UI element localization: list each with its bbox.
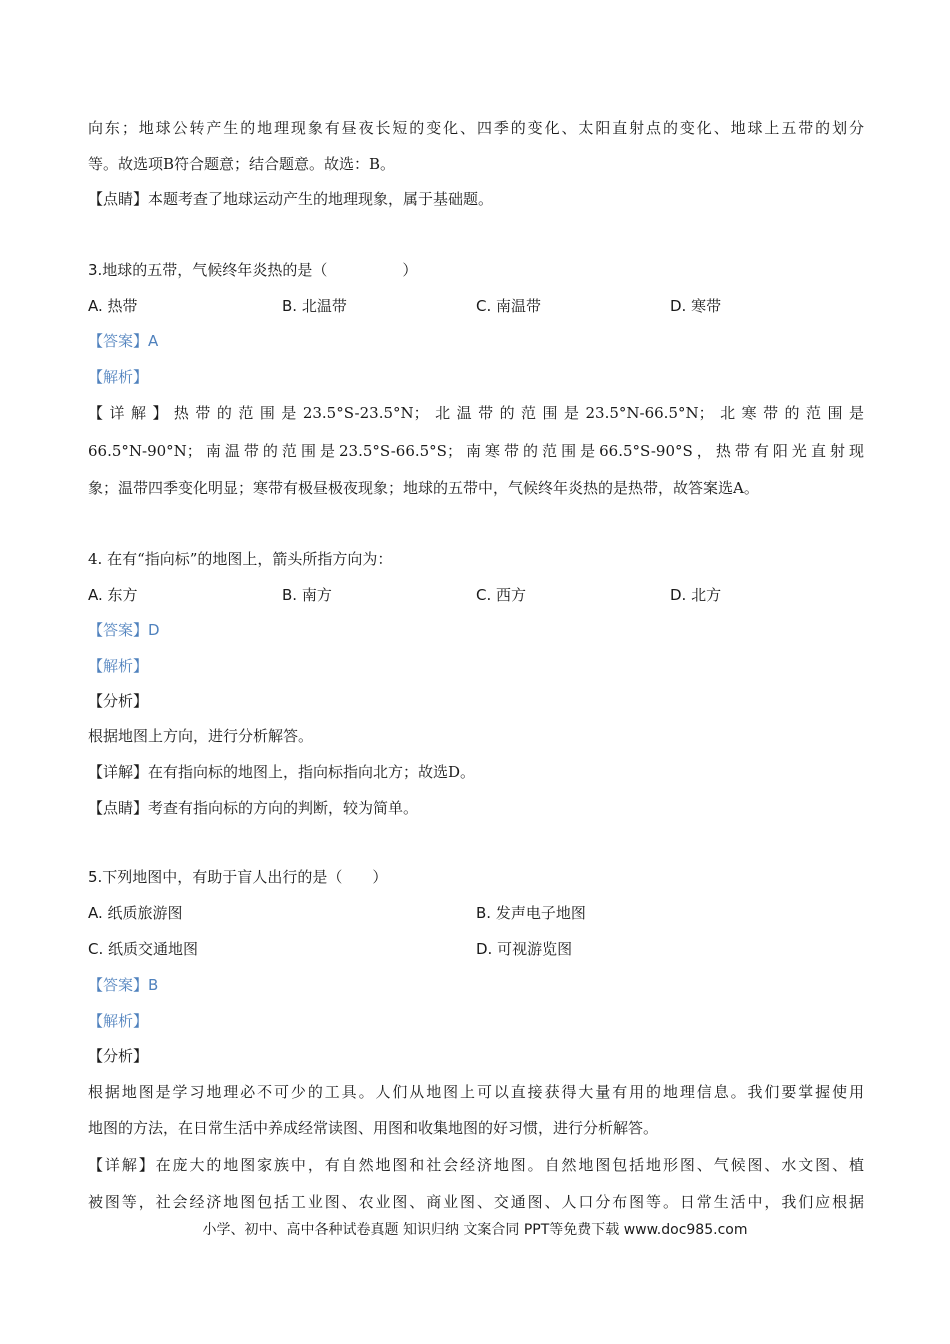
q5-option-c: C. 纸质交通地图 (88, 940, 199, 958)
q3-option-d: D. 寒带 (670, 297, 722, 315)
q5-detail-line: 被图等，社会经济地图包括工业图、农业图、商业图、交通图、人口分布图等。日常生活中，我们应根据 (88, 1193, 864, 1211)
q5-option-d: D. 可视游览图 (476, 940, 573, 958)
q3-detail-line: 【详解】热带的范围是23.5°S-23.5°N；北温带的范围是23.5°N-66.5°N；北寒带的范围是 (88, 404, 864, 422)
explanation-line: 向东；地球公转产生的地理现象有昼夜长短的变化、四季的变化、太阳直射点的变化、地球上五带的划分 (88, 119, 864, 137)
note-line: 【点睛】本题考查了地球运动产生的地理现象，属于基础题。 (88, 190, 494, 208)
q5-option-a: A. 纸质旅游图 (88, 904, 183, 922)
q4-fenxi-text: 根据地图上方向，进行分析解答。 (88, 727, 314, 745)
q4-option-d: D. 北方 (670, 586, 722, 604)
q5-detail-line: 【详解】在庞大的地图家族中，有自然地图和社会经济地图。自然地图包括地形图、气候图、水文图、植 (88, 1156, 864, 1174)
q5-fenxi-line: 地图的方法，在日常生活中养成经常读图、用图和收集地图的好习惯，进行分析解答。 (88, 1119, 659, 1137)
question-3-stem: 3.地球的五带，气候终年炎热的是（ ） (88, 261, 418, 279)
q3-option-c: C. 南温带 (476, 297, 542, 315)
explanation-line: 等。故选项B符合题意；结合题意。故选：B。 (88, 155, 396, 173)
q4-analysis-label: 【解析】 (88, 657, 149, 675)
q4-option-b: B. 南方 (282, 586, 332, 604)
q4-option-c: C. 西方 (476, 586, 527, 604)
q5-analysis-label: 【解析】 (88, 1012, 149, 1030)
q5-answer: 【答案】B (88, 976, 159, 994)
question-5-stem: 5.下列地图中，有助于盲人出行的是（ ） (88, 868, 388, 886)
q3-analysis-label: 【解析】 (88, 368, 149, 386)
q5-option-b: B. 发声电子地图 (476, 904, 586, 922)
q3-option-a: A. 热带 (88, 297, 138, 315)
q4-answer: 【答案】D (88, 621, 160, 639)
q5-fenxi-label: 【分析】 (88, 1047, 149, 1065)
q3-detail-line: 66.5°N-90°N；南温带的范围是23.5°S-66.5°S；南寒带的范围是66.5°S-90°S，热带有阳光直射现 (88, 442, 864, 460)
q3-option-b: B. 北温带 (282, 297, 347, 315)
q4-note: 【点睛】考查有指向标的方向的判断，较为简单。 (88, 799, 419, 817)
q3-answer: 【答案】A (88, 332, 159, 350)
q5-fenxi-line: 根据地图是学习地理必不可少的工具。人们从地图上可以直接获得大量有用的地理信息。我们要掌握使用 (88, 1083, 864, 1101)
page-footer: 小学、初中、高中各种试卷真题 知识归纳 文案合同 PPT等免费下载 www.doc985.com (202, 1222, 748, 1238)
q4-option-a: A. 东方 (88, 586, 138, 604)
question-4-stem: 4. 在有“指向标”的地图上，箭头所指方向为： (88, 550, 393, 568)
q4-fenxi-label: 【分析】 (88, 692, 149, 710)
q4-detail: 【详解】在有指向标的地图上，指向标指向北方；故选D。 (88, 763, 476, 781)
q3-detail-line: 象；温带四季变化明显；寒带有极昼极夜现象；地球的五带中，气候终年炎热的是热带，故答案选A。 (88, 479, 759, 497)
